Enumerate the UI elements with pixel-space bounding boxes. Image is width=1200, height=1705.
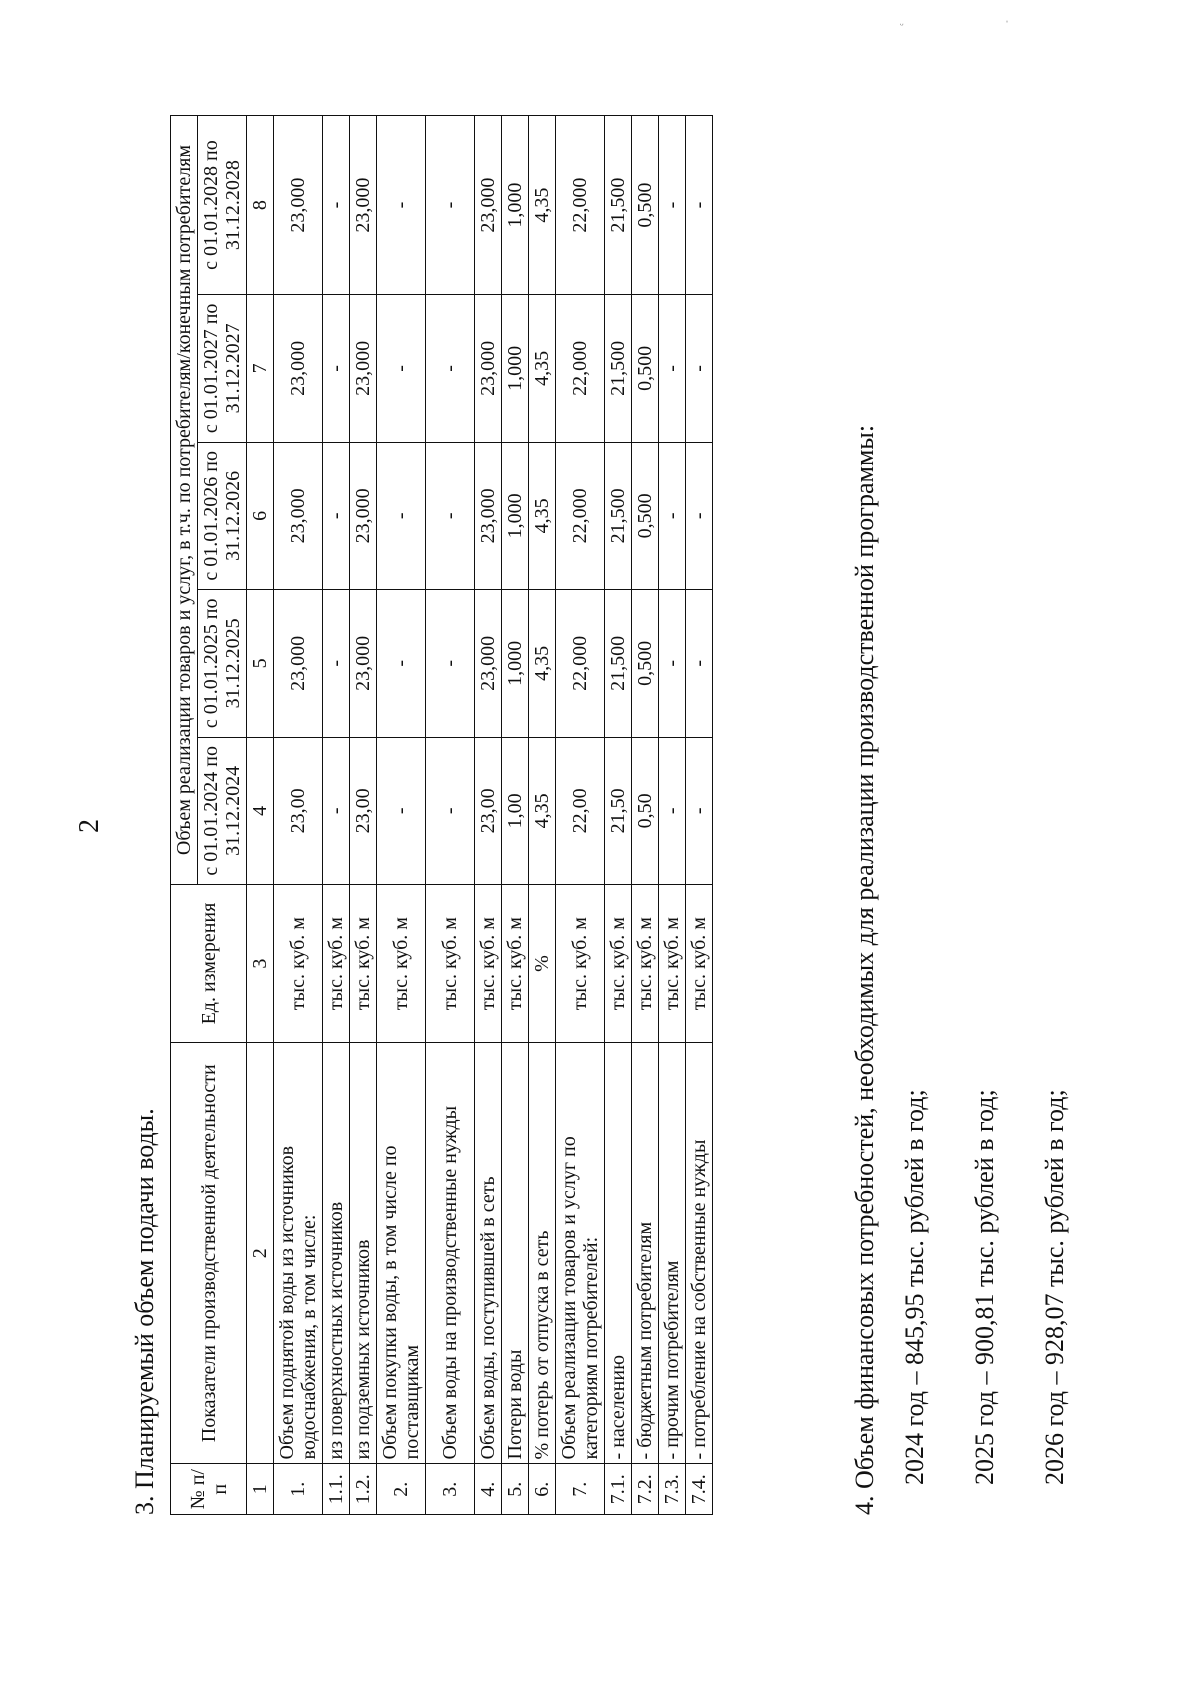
table-row xyxy=(529,116,556,1515)
column-number: 2 xyxy=(247,1043,274,1464)
row-value: 23,000 xyxy=(274,295,323,442)
table-row xyxy=(502,116,529,1515)
row-value: 1,000 xyxy=(502,295,529,442)
row-value: 0,500 xyxy=(632,442,659,589)
table-row xyxy=(274,116,323,1515)
rotated-content xyxy=(130,0,1130,1515)
column-number: 1 xyxy=(247,1464,274,1515)
row-value: 23,000 xyxy=(350,116,377,295)
row-unit: тыс. куб. м xyxy=(274,885,323,1043)
row-name: Потери воды xyxy=(502,1043,529,1464)
row-value: 23,000 xyxy=(475,295,502,442)
row-value: 4,35 xyxy=(529,116,556,295)
row-value: - xyxy=(659,295,686,442)
row-value: - xyxy=(686,590,713,737)
row-value: 1,000 xyxy=(502,442,529,589)
row-num: 5. xyxy=(502,1464,529,1515)
table-row xyxy=(556,116,605,1515)
row-name: - бюджетным потребителям xyxy=(632,1043,659,1464)
row-value: - xyxy=(377,116,426,295)
row-value: 21,50 xyxy=(605,737,632,884)
header-unit: Ед. измерения xyxy=(171,885,247,1043)
row-name: Объем воды на производственные нужды xyxy=(426,1043,475,1464)
row-unit: тыс. куб. м xyxy=(350,885,377,1043)
row-name: из подземных источников xyxy=(350,1043,377,1464)
section-4-title: 4. Объем финансовых потребностей, необходимых для реализации производственной программы: xyxy=(850,424,879,1515)
column-number: 7 xyxy=(247,295,274,442)
row-name: Объем реализации товаров и услуг по категориям потребителей: xyxy=(556,1043,605,1464)
row-num: 7.2. xyxy=(632,1464,659,1515)
row-unit: тыс. куб. м xyxy=(686,885,713,1043)
row-value: - xyxy=(659,442,686,589)
scan-artifact: ˈ xyxy=(1005,18,1009,32)
row-name: - населению xyxy=(605,1043,632,1464)
row-value: 23,000 xyxy=(274,442,323,589)
row-value: 0,50 xyxy=(632,737,659,884)
row-num: 1. xyxy=(274,1464,323,1515)
table-row xyxy=(632,116,659,1515)
row-name: Объем покупки воды, в том числе по поставщикам xyxy=(377,1043,426,1464)
row-value: 23,00 xyxy=(350,737,377,884)
header-period: с 01.01.2025 по 31.12.2025 xyxy=(198,590,247,737)
row-unit: тыс. куб. м xyxy=(377,885,426,1043)
table-row xyxy=(350,116,377,1515)
row-unit: тыс. куб. м xyxy=(502,885,529,1043)
header-indicator: Показатели производственной деятельности xyxy=(171,1043,247,1464)
header-volume-group: Объем реализации товаров и услуг, в т.ч. по потребителям/конечным потребителям xyxy=(171,116,198,885)
row-value: 0,500 xyxy=(632,590,659,737)
column-number: 4 xyxy=(247,737,274,884)
row-num: 4. xyxy=(475,1464,502,1515)
row-value: 0,500 xyxy=(632,295,659,442)
row-value: - xyxy=(686,737,713,884)
row-num: 2. xyxy=(377,1464,426,1515)
row-value: 0,500 xyxy=(632,116,659,295)
row-value: 22,00 xyxy=(556,737,605,884)
row-value: 1,000 xyxy=(502,116,529,295)
row-unit: тыс. куб. м xyxy=(659,885,686,1043)
column-number: 6 xyxy=(247,442,274,589)
row-unit: тыс. куб. м xyxy=(632,885,659,1043)
table-row xyxy=(605,116,632,1515)
row-num: 7.4. xyxy=(686,1464,713,1515)
header-period: с 01.01.2028 по 31.12.2028 xyxy=(198,116,247,295)
column-number: 5 xyxy=(247,590,274,737)
row-name: % потерь от отпуска в сеть xyxy=(529,1043,556,1464)
row-value: 21,500 xyxy=(605,442,632,589)
row-value: 4,35 xyxy=(529,295,556,442)
row-unit: тыс. куб. м xyxy=(426,885,475,1043)
row-num: 7.3. xyxy=(659,1464,686,1515)
row-unit: тыс. куб. м xyxy=(605,885,632,1043)
financial-need-line: 2026 год – 928,07 тыс. рублей в год; xyxy=(1040,1089,1069,1485)
row-value: - xyxy=(426,116,475,295)
row-num: 7. xyxy=(556,1464,605,1515)
row-value: - xyxy=(659,737,686,884)
row-value: - xyxy=(377,295,426,442)
row-value: 23,000 xyxy=(475,442,502,589)
row-num: 3. xyxy=(426,1464,475,1515)
row-value: 21,500 xyxy=(605,116,632,295)
row-value: 4,35 xyxy=(529,442,556,589)
table-row xyxy=(659,116,686,1515)
row-value: - xyxy=(377,442,426,589)
header-period: с 01.01.2024 по 31.12.2024 xyxy=(198,737,247,884)
row-value: 23,000 xyxy=(274,590,323,737)
row-value: - xyxy=(323,116,350,295)
row-value: - xyxy=(323,590,350,737)
row-name: Объем воды, поступившей в сеть xyxy=(475,1043,502,1464)
row-num: 7.1. xyxy=(605,1464,632,1515)
header-num: № п/п xyxy=(171,1464,247,1515)
table-row xyxy=(377,116,426,1515)
row-unit: тыс. куб. м xyxy=(323,885,350,1043)
row-num: 6. xyxy=(529,1464,556,1515)
row-value: - xyxy=(686,295,713,442)
row-value: - xyxy=(686,442,713,589)
row-num: 1.1. xyxy=(323,1464,350,1515)
row-value: 1,000 xyxy=(502,590,529,737)
page-number: 2 xyxy=(74,819,105,833)
row-unit: тыс. куб. м xyxy=(556,885,605,1043)
row-value: 22,000 xyxy=(556,295,605,442)
row-name: - прочим потребителям xyxy=(659,1043,686,1464)
section-3-title: 3. Планируемый объем подачи воды. xyxy=(130,1108,159,1515)
financial-need-line: 2025 год – 900,81 тыс. рублей в год; xyxy=(970,1089,999,1485)
table-row xyxy=(323,116,350,1515)
row-value: 21,500 xyxy=(605,295,632,442)
row-name: Объем поднятой воды из источников водоснабжения, в том числе: xyxy=(274,1043,323,1464)
row-value: - xyxy=(377,737,426,884)
column-number: 8 xyxy=(247,116,274,295)
table-row xyxy=(426,116,475,1515)
row-value: - xyxy=(426,442,475,589)
row-value: 23,000 xyxy=(350,295,377,442)
row-num: 1.2. xyxy=(350,1464,377,1515)
row-value: - xyxy=(686,116,713,295)
row-unit: % xyxy=(529,885,556,1043)
financial-need-line: 2024 год – 845,95 тыс. рублей в год; xyxy=(900,1089,929,1485)
row-value: 23,000 xyxy=(475,116,502,295)
row-value: 4,35 xyxy=(529,590,556,737)
table-row xyxy=(475,116,502,1515)
water-supply-table xyxy=(170,115,713,1515)
row-value: - xyxy=(323,442,350,589)
row-value: 4,35 xyxy=(529,737,556,884)
header-period: с 01.01.2027 по 31.12.2027 xyxy=(198,295,247,442)
row-value: 23,000 xyxy=(350,442,377,589)
header-period: с 01.01.2026 по 31.12.2026 xyxy=(198,442,247,589)
row-value: 23,000 xyxy=(274,116,323,295)
row-value: - xyxy=(659,590,686,737)
row-value: 23,00 xyxy=(475,737,502,884)
row-value: - xyxy=(323,737,350,884)
row-value: 22,000 xyxy=(556,116,605,295)
row-value: 22,000 xyxy=(556,590,605,737)
row-value: 1,00 xyxy=(502,737,529,884)
row-value: - xyxy=(426,737,475,884)
row-value: 21,500 xyxy=(605,590,632,737)
row-name: из поверхностных источников xyxy=(323,1043,350,1464)
row-value: 23,00 xyxy=(274,737,323,884)
column-number: 3 xyxy=(247,885,274,1043)
row-value: 22,000 xyxy=(556,442,605,589)
scan-artifact: ᵕ xyxy=(900,18,904,32)
table-row xyxy=(686,116,713,1515)
row-value: 23,000 xyxy=(350,590,377,737)
row-unit: тыс. куб. м xyxy=(475,885,502,1043)
row-value: - xyxy=(659,116,686,295)
row-value: - xyxy=(377,590,426,737)
row-value: 23,000 xyxy=(475,590,502,737)
row-name: - потребление на собственные нужды xyxy=(686,1043,713,1464)
row-value: - xyxy=(426,590,475,737)
row-value: - xyxy=(426,295,475,442)
row-value: - xyxy=(323,295,350,442)
